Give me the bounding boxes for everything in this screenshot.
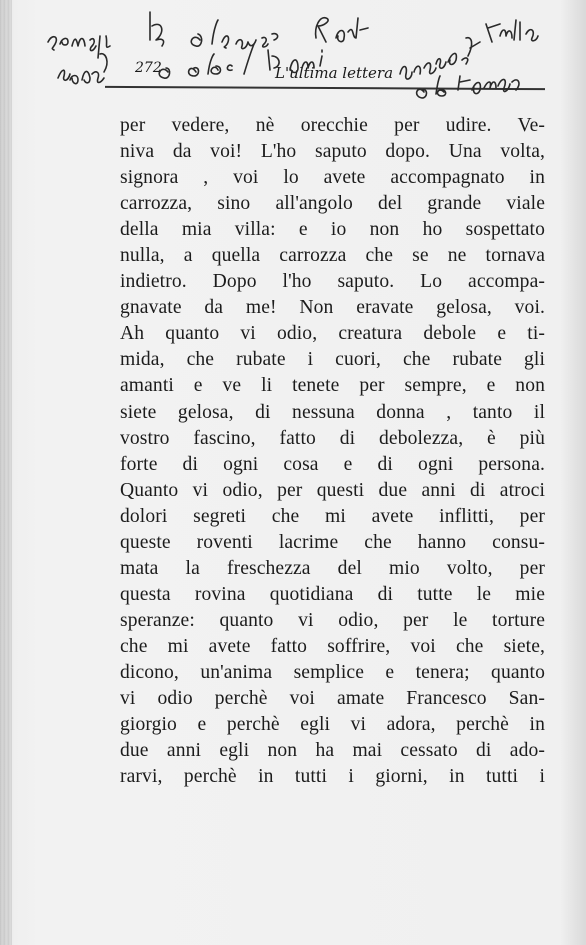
text-line: che mi avete fatto soffrire, voi che siete, [120,635,545,657]
header-rule [105,86,545,90]
text-line: signora , voi lo avete accompagnato in [120,167,545,189]
text-line: amanti e ve li tenete per sempre, e non [120,375,545,397]
text-line: indietro. Dopo l'ho saputo. Lo accompa- [120,271,545,293]
text-line: questa rovina quotidiana di tutte le mie [120,583,545,605]
text-line: nulla, a quella carrozza che se ne tornava [120,245,545,267]
page-gutter [0,0,12,945]
text-line: per vedere, nè orecchie per udire. Ve- [120,115,545,136]
text-line: gnavate da me! Non eravate gelosa, voi. [120,297,545,319]
text-line: dolori segreti che mi avete inflitti, per [120,505,545,527]
text-line: giorgio e perchè egli vi adora, perchè in [120,714,545,736]
text-line: vi odio perchè voi amate Francesco San- [120,688,545,710]
text-line: vostro fascino, fatto di debolezza, è più [120,427,545,449]
running-head [105,60,545,94]
text-line: Ah quanto vi odio, creatura debole e ti- [120,323,545,345]
text-line: queste roventi lacrime che hanno consu- [120,531,545,553]
text-line: rarvi, perchè in tutti i giorni, in tutti i [120,766,545,788]
text-line: dicono, un'anima semplice e tenera; quanto [120,661,545,683]
text-line: speranze: quanto vi odio, per le torture [120,609,545,631]
text-line: due anni egli non ha mai cessato di ado- [120,740,545,762]
text-line: Quanto vi odio, per questi due anni di atroci [120,479,545,501]
body-text [120,113,545,790]
text-line: della mia villa: e io non ho sospettato [120,219,545,241]
text-line: mida, che rubate i cuori, che rubate gli [120,349,545,371]
text-line: carrozza, sino all'angolo del grande viale [120,193,545,215]
text-line: niva da voi! L'ho saputo dopo. Una volta, [120,141,545,163]
text-line: mata la freschezza del mio volto, per [120,557,545,579]
running-title: L'ultima lettera [275,64,394,82]
text-line: siete gelosa, di nessuna donna , tanto il [120,401,545,423]
page-number: 272 [135,60,162,76]
text-line: forte di ogni cosa e di ogni persona. [120,453,545,475]
